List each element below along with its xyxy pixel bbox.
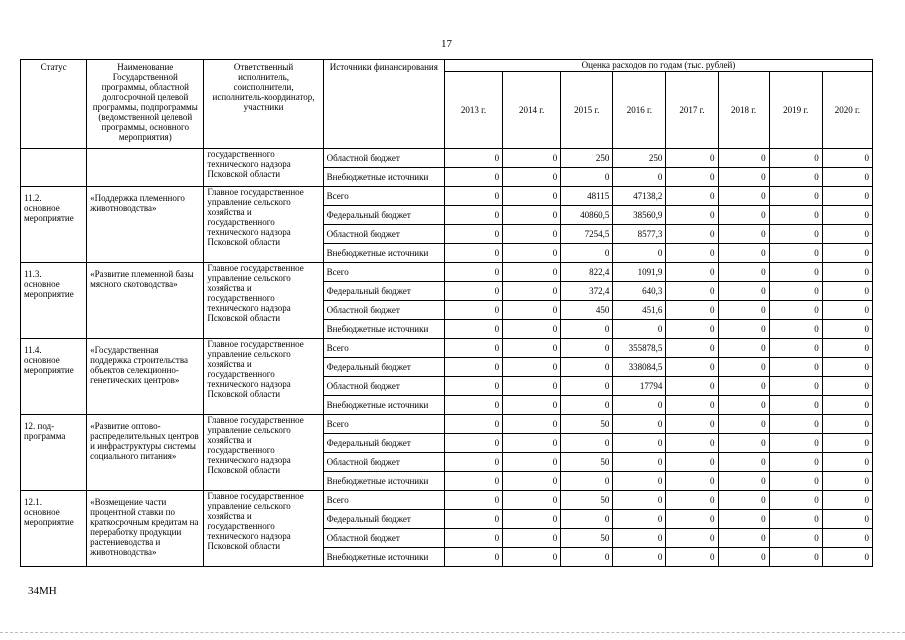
status-cell: 12.1. основное мероприятие: [21, 491, 87, 567]
funding-source-cell: Федеральный бюджет: [323, 282, 444, 301]
amount-cell: 0: [769, 320, 822, 339]
amount-cell: 50: [561, 529, 613, 548]
amount-cell: 0: [718, 282, 769, 301]
header-sources: Источники финансирования: [323, 60, 444, 149]
amount-cell: 0: [666, 301, 718, 320]
header-program: Наименование Государственной программы, областной долгосрочной целевой программы, подпрограммы (ведомственной целевой программы, основного мероприятия): [87, 60, 204, 149]
amount-cell: 0: [444, 415, 502, 434]
amount-cell: 0: [613, 396, 666, 415]
amount-cell: 0: [666, 187, 718, 206]
amount-cell: 0: [503, 453, 561, 472]
amount-cell: 0: [769, 168, 822, 187]
amount-cell: 0: [613, 320, 666, 339]
amount-cell: 0: [769, 377, 822, 396]
amount-cell: 0: [444, 529, 502, 548]
amount-cell: 0: [718, 187, 769, 206]
program-name-cell: «Развитие племенной базы мясного скотоводства»: [87, 263, 204, 339]
executor-cell: государственного технического надзора Псковской области: [204, 149, 323, 187]
amount-cell: 0: [503, 548, 561, 567]
amount-cell: 0: [666, 339, 718, 358]
page-number: 17: [441, 38, 452, 50]
funding-source-cell: Внебюджетные источники: [323, 244, 444, 263]
amount-cell: 0: [503, 225, 561, 244]
amount-cell: 0: [769, 206, 822, 225]
amount-cell: 48115: [561, 187, 613, 206]
amount-cell: 0: [503, 529, 561, 548]
amount-cell: 0: [444, 358, 502, 377]
funding-source-cell: Областной бюджет: [323, 225, 444, 244]
amount-cell: 0: [769, 358, 822, 377]
funding-source-cell: Внебюджетные источники: [323, 472, 444, 491]
header-year: 2019 г.: [769, 72, 822, 149]
amount-cell: 0: [718, 358, 769, 377]
amount-cell: 0: [822, 510, 872, 529]
amount-cell: 0: [666, 358, 718, 377]
executor-cell: Главное государственное управление сельского хозяйства и государственного технического надзора Псковской области: [204, 263, 323, 339]
amount-cell: 0: [718, 453, 769, 472]
amount-cell: 0: [444, 510, 502, 529]
amount-cell: 0: [503, 149, 561, 168]
table-row: [21, 491, 873, 510]
amount-cell: 0: [822, 244, 872, 263]
amount-cell: 0: [503, 377, 561, 396]
table-row: [21, 263, 873, 282]
amount-cell: 0: [613, 529, 666, 548]
amount-cell: 372,4: [561, 282, 613, 301]
funding-source-cell: Федеральный бюджет: [323, 358, 444, 377]
amount-cell: 50: [561, 453, 613, 472]
amount-cell: 0: [444, 396, 502, 415]
amount-cell: 0: [561, 320, 613, 339]
amount-cell: 0: [503, 358, 561, 377]
amount-cell: 0: [503, 396, 561, 415]
amount-cell: 250: [561, 149, 613, 168]
header-year: 2013 г.: [444, 72, 502, 149]
program-name-cell: «Развитие оптово-распределительных центров и инфраструктуры системы социального питания»: [87, 415, 204, 491]
status-cell: [21, 149, 87, 187]
amount-cell: 0: [769, 434, 822, 453]
amount-cell: 338084,5: [613, 358, 666, 377]
status-cell: 11.4. основное мероприятие: [21, 339, 87, 415]
amount-cell: 0: [718, 339, 769, 358]
amount-cell: 0: [718, 510, 769, 529]
amount-cell: 0: [718, 244, 769, 263]
amount-cell: 0: [822, 301, 872, 320]
header-year: 2015 г.: [561, 72, 613, 149]
executor-cell: Главное государственное управление сельского хозяйства и государственного технического надзора Псковской области: [204, 187, 323, 263]
amount-cell: 0: [769, 491, 822, 510]
amount-cell: 0: [666, 434, 718, 453]
amount-cell: 0: [561, 377, 613, 396]
amount-cell: 0: [561, 548, 613, 567]
amount-cell: 0: [666, 453, 718, 472]
amount-cell: 8577,3: [613, 225, 666, 244]
amount-cell: 0: [769, 415, 822, 434]
funding-source-cell: Всего: [323, 339, 444, 358]
amount-cell: 0: [666, 377, 718, 396]
amount-cell: 0: [613, 491, 666, 510]
program-name-cell: «Государственная поддержка строительства объектов селекционно-генетических центров»: [87, 339, 204, 415]
amount-cell: 0: [822, 548, 872, 567]
amount-cell: 0: [822, 168, 872, 187]
table-header: [21, 60, 873, 149]
funding-source-cell: Всего: [323, 491, 444, 510]
amount-cell: 0: [503, 263, 561, 282]
funding-source-cell: Внебюджетные источники: [323, 168, 444, 187]
amount-cell: 0: [718, 415, 769, 434]
header-year: 2018 г.: [718, 72, 769, 149]
amount-cell: 0: [769, 529, 822, 548]
amount-cell: 0: [718, 396, 769, 415]
amount-cell: 0: [822, 415, 872, 434]
status-cell: 12. под- программа: [21, 415, 87, 491]
amount-cell: 47138,2: [613, 187, 666, 206]
program-name-cell: «Возмещение части процентной ставки по краткосрочным кредитам на переработку продукции растениеводства и животноводства»: [87, 491, 204, 567]
amount-cell: 0: [822, 377, 872, 396]
funding-source-cell: Областной бюджет: [323, 149, 444, 168]
table-row: [21, 339, 873, 358]
amount-cell: 0: [666, 510, 718, 529]
amount-cell: 0: [822, 491, 872, 510]
amount-cell: 0: [666, 472, 718, 491]
amount-cell: 0: [666, 225, 718, 244]
amount-cell: 0: [613, 415, 666, 434]
funding-source-cell: Внебюджетные источники: [323, 396, 444, 415]
amount-cell: 0: [718, 472, 769, 491]
table-body: [21, 149, 873, 567]
amount-cell: 0: [613, 472, 666, 491]
amount-cell: 0: [561, 510, 613, 529]
executor-cell: Главное государственное управление сельского хозяйства и государственного технического надзора Псковской области: [204, 339, 323, 415]
amount-cell: 0: [769, 225, 822, 244]
status-cell: 11.2. основное мероприятие: [21, 187, 87, 263]
amount-cell: 640,3: [613, 282, 666, 301]
amount-cell: 0: [503, 339, 561, 358]
amount-cell: 0: [718, 548, 769, 567]
amount-cell: 0: [444, 472, 502, 491]
header-estimate: Оценка расходов по годам (тыс. рублей): [444, 60, 872, 72]
amount-cell: 0: [444, 149, 502, 168]
amount-cell: 0: [822, 225, 872, 244]
amount-cell: 40860,5: [561, 206, 613, 225]
amount-cell: 0: [613, 168, 666, 187]
amount-cell: 0: [666, 320, 718, 339]
funding-source-cell: Областной бюджет: [323, 529, 444, 548]
amount-cell: 0: [444, 263, 502, 282]
amount-cell: 0: [718, 206, 769, 225]
amount-cell: 0: [444, 491, 502, 510]
amount-cell: 0: [666, 282, 718, 301]
amount-cell: 0: [561, 339, 613, 358]
amount-cell: 0: [666, 529, 718, 548]
amount-cell: 0: [561, 472, 613, 491]
amount-cell: 0: [444, 206, 502, 225]
amount-cell: 0: [613, 548, 666, 567]
amount-cell: 451,6: [613, 301, 666, 320]
amount-cell: 0: [613, 244, 666, 263]
amount-cell: 0: [769, 548, 822, 567]
amount-cell: 0: [666, 244, 718, 263]
amount-cell: 0: [444, 244, 502, 263]
amount-cell: 0: [769, 339, 822, 358]
amount-cell: 7254,5: [561, 225, 613, 244]
amount-cell: 0: [718, 377, 769, 396]
amount-cell: 0: [769, 263, 822, 282]
executor-cell: Главное государственное управление сельского хозяйства и государственного технического надзора Псковской области: [204, 491, 323, 567]
amount-cell: 450: [561, 301, 613, 320]
amount-cell: 0: [769, 510, 822, 529]
amount-cell: 0: [503, 206, 561, 225]
amount-cell: 0: [503, 415, 561, 434]
amount-cell: 0: [561, 244, 613, 263]
amount-cell: 0: [769, 244, 822, 263]
amount-cell: 0: [444, 320, 502, 339]
amount-cell: 0: [666, 149, 718, 168]
funding-source-cell: Всего: [323, 415, 444, 434]
amount-cell: 250: [613, 149, 666, 168]
amount-cell: 0: [769, 149, 822, 168]
executor-cell: Главное государственное управление сельского хозяйства и государственного технического надзора Псковской области: [204, 415, 323, 491]
scan-edge-line: [0, 632, 905, 633]
amount-cell: 0: [666, 168, 718, 187]
amount-cell: 1091,9: [613, 263, 666, 282]
amount-cell: 0: [718, 149, 769, 168]
amount-cell: 0: [718, 434, 769, 453]
header-year: 2017 г.: [666, 72, 718, 149]
amount-cell: 0: [503, 282, 561, 301]
funding-source-cell: Областной бюджет: [323, 301, 444, 320]
amount-cell: 822,4: [561, 263, 613, 282]
amount-cell: 0: [718, 225, 769, 244]
amount-cell: 0: [561, 358, 613, 377]
amount-cell: 0: [718, 491, 769, 510]
amount-cell: 0: [444, 187, 502, 206]
table-row: [21, 415, 873, 434]
amount-cell: 0: [503, 187, 561, 206]
funding-source-cell: Областной бюджет: [323, 377, 444, 396]
amount-cell: 0: [613, 434, 666, 453]
amount-cell: 0: [666, 396, 718, 415]
header-status: Статус: [21, 60, 87, 149]
amount-cell: 0: [769, 396, 822, 415]
amount-cell: 0: [503, 301, 561, 320]
amount-cell: 0: [718, 168, 769, 187]
amount-cell: 38560,9: [613, 206, 666, 225]
funding-source-cell: Федеральный бюджет: [323, 510, 444, 529]
amount-cell: 50: [561, 491, 613, 510]
table-row: [21, 149, 873, 168]
amount-cell: 0: [503, 510, 561, 529]
funding-source-cell: Внебюджетные источники: [323, 320, 444, 339]
amount-cell: 17794: [613, 377, 666, 396]
amount-cell: 0: [769, 301, 822, 320]
amount-cell: 0: [666, 415, 718, 434]
header-year: 2016 г.: [613, 72, 666, 149]
amount-cell: 0: [822, 472, 872, 491]
amount-cell: 0: [444, 168, 502, 187]
amount-cell: 0: [822, 320, 872, 339]
amount-cell: 0: [444, 377, 502, 396]
amount-cell: 0: [822, 339, 872, 358]
header-year: 2014 г.: [503, 72, 561, 149]
amount-cell: 0: [666, 263, 718, 282]
funding-source-cell: Всего: [323, 263, 444, 282]
amount-cell: 0: [822, 149, 872, 168]
amount-cell: 0: [503, 320, 561, 339]
amount-cell: 355878,5: [613, 339, 666, 358]
amount-cell: 0: [503, 244, 561, 263]
amount-cell: 0: [822, 282, 872, 301]
amount-cell: 0: [503, 168, 561, 187]
amount-cell: 0: [561, 434, 613, 453]
funding-source-cell: Федеральный бюджет: [323, 206, 444, 225]
amount-cell: 0: [822, 434, 872, 453]
amount-cell: 0: [822, 396, 872, 415]
amount-cell: 0: [503, 491, 561, 510]
table-row: [21, 187, 873, 206]
budget-table: [20, 59, 873, 567]
amount-cell: 0: [613, 510, 666, 529]
amount-cell: 0: [769, 453, 822, 472]
status-cell: 11.3. основное мероприятие: [21, 263, 87, 339]
amount-cell: 0: [718, 301, 769, 320]
amount-cell: 0: [503, 472, 561, 491]
amount-cell: 0: [561, 396, 613, 415]
amount-cell: 0: [822, 263, 872, 282]
amount-cell: 0: [769, 472, 822, 491]
amount-cell: 0: [718, 263, 769, 282]
amount-cell: 0: [444, 301, 502, 320]
header-executor: Ответственный исполнитель, соисполнители, исполнитель-координатор, участники: [204, 60, 323, 149]
amount-cell: 50: [561, 415, 613, 434]
amount-cell: 0: [666, 548, 718, 567]
amount-cell: 0: [503, 434, 561, 453]
amount-cell: 0: [444, 434, 502, 453]
header-year: 2020 г.: [822, 72, 872, 149]
amount-cell: 0: [822, 206, 872, 225]
amount-cell: 0: [822, 358, 872, 377]
amount-cell: 0: [769, 187, 822, 206]
amount-cell: 0: [444, 339, 502, 358]
program-name-cell: «Поддержка племенного животноводства»: [87, 187, 204, 263]
amount-cell: 0: [444, 453, 502, 472]
funding-source-cell: Федеральный бюджет: [323, 434, 444, 453]
amount-cell: 0: [666, 491, 718, 510]
funding-source-cell: Всего: [323, 187, 444, 206]
amount-cell: 0: [822, 529, 872, 548]
footer-code: 34МН: [28, 585, 57, 597]
amount-cell: 0: [822, 453, 872, 472]
funding-source-cell: Внебюджетные источники: [323, 548, 444, 567]
amount-cell: 0: [822, 187, 872, 206]
program-name-cell: [87, 149, 204, 187]
amount-cell: 0: [718, 320, 769, 339]
amount-cell: 0: [444, 225, 502, 244]
amount-cell: 0: [444, 282, 502, 301]
amount-cell: 0: [444, 548, 502, 567]
amount-cell: 0: [718, 529, 769, 548]
amount-cell: 0: [666, 206, 718, 225]
amount-cell: 0: [561, 168, 613, 187]
amount-cell: 0: [769, 282, 822, 301]
funding-source-cell: Областной бюджет: [323, 453, 444, 472]
amount-cell: 0: [613, 453, 666, 472]
